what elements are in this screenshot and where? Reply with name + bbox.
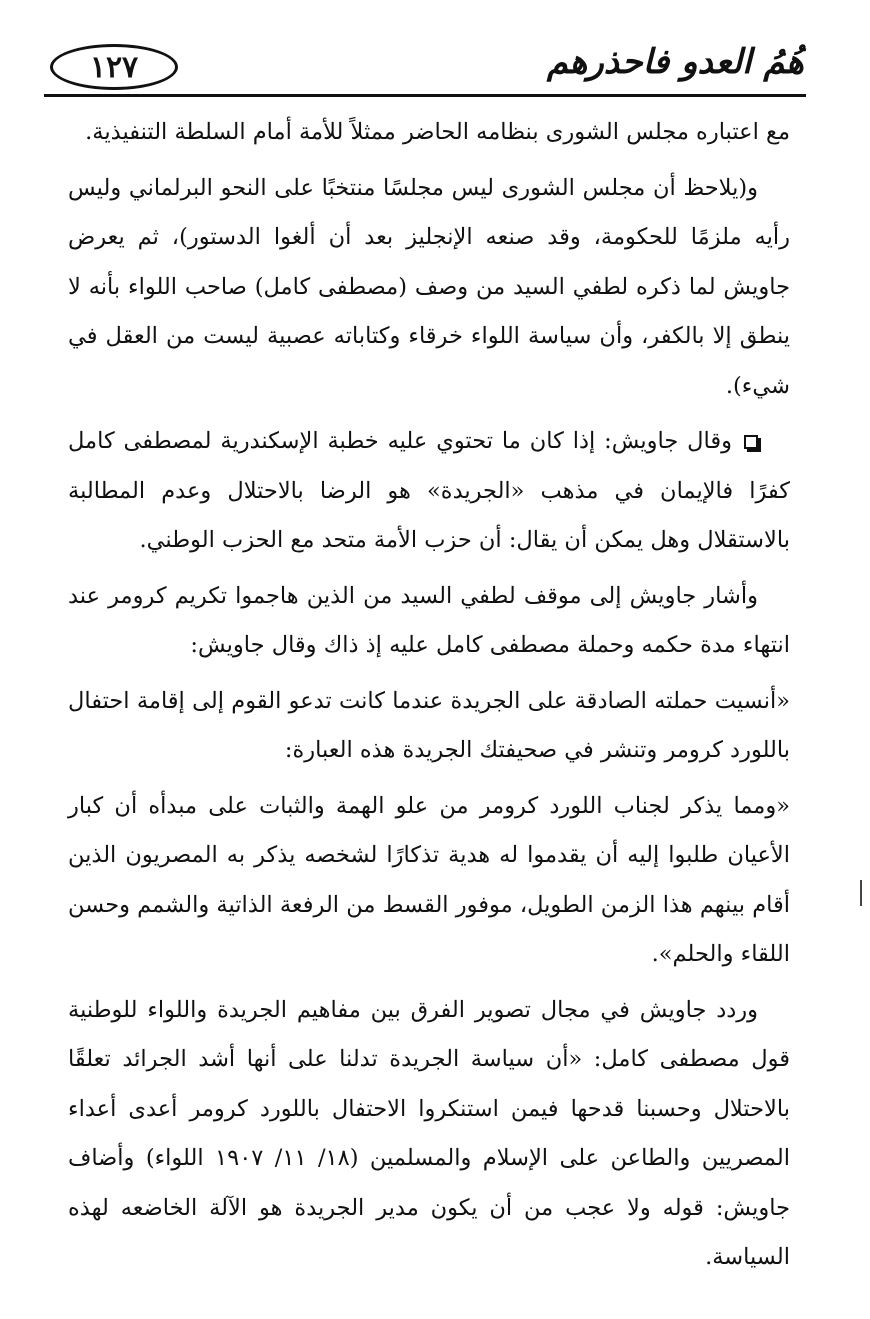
page-header <box>44 38 804 96</box>
paragraph-4: وأشار جاويش إلى موقف لطفي السيد من الذين هاجموا تكريم كرومر عند انتهاء مدة حكمه وحملة مصطفى كامل عليه إذ ذاك وقال جاويش: <box>68 582 790 658</box>
paragraph-6: «ومما يذكر لجناب اللورد كرومر من علو الهمة والثبات على مبدأه أن كبار الأعيان طلبوا إليه أن يقدموا له هدية تذكارًا لشخصه يذكر به المصريون الذين أقام بينهم هذا الزمن الطويل، موفور القسط من الرفعة الذاتية والشمم وحسن اللقاء والحلم». <box>68 792 790 967</box>
page-number: ١٢٧ <box>50 44 178 90</box>
paragraph-2: و(يلاحظ أن مجلس الشورى ليس مجلسًا منتخبًا على النحو البرلماني وليس رأيه ملزمًا للحكومة، وقد صنعه الإنجليز بعد أن ألغوا الدستور)، ثم يعرض جاويش لما ذكره لطفي السيد من وصف (مصطفى كامل) صاحب اللواء بأنه لا ينطق إلا بالكفر، وأن سياسة اللواء خرقاء وكتاباته عصبية ليست من العقل في شيء). <box>68 174 790 399</box>
body-text <box>68 108 790 1289</box>
running-title: هُمُ العدو فاحذرهم <box>546 42 804 82</box>
header-rule <box>44 94 806 97</box>
paragraph-7: وردد جاويش في مجال تصوير الفرق بين مفاهيم الجريدة واللواء للوطنية قول مصطفى كامل: «أن سياسة الجريدة تدلنا على أنها أشد الجرائد تعلقًا بالاحتلال وحسبنا قدحها فيمن استنكروا الاحتفال باللورد كرومر أعدى أعداء المصريين والطاعن على الإسلام والمسلمين (١٨/ ١١/ ١٩٠٧ اللواء) وأضاف جاويش: قوله ولا عجب من أن يكون مدير الجريدة هو الآلة الخاضعه لهذه السياسة. <box>68 996 790 1270</box>
box-bullet-icon <box>744 435 758 449</box>
paragraph-5: «أنسيت حملته الصادقة على الجريدة عندما كانت تدعو القوم إلى إقامة احتفال باللورد كرومر وتنشر في صحيفتك الجريدة هذه العبارة: <box>68 687 790 763</box>
paragraph-1: مع اعتباره مجلس الشورى بنظامه الحاضر ممثلاً للأمة أمام السلطة التنفيذية. <box>85 119 790 145</box>
scan-artifact <box>860 880 862 906</box>
paragraph-3-text: وقال جاويش: إذا كان ما تحتوي عليه خطبة الإسكندرية لمصطفى كامل كفرًا فالإيمان في مذهب «الجريدة» هو الرضا بالاحتلال وعدم المطالبة بالاستقلال وهل يمكن أن يقال: أن حزب الأمة متحد مع الحزب الوطني. <box>68 428 790 553</box>
paragraph-3 <box>68 417 790 566</box>
